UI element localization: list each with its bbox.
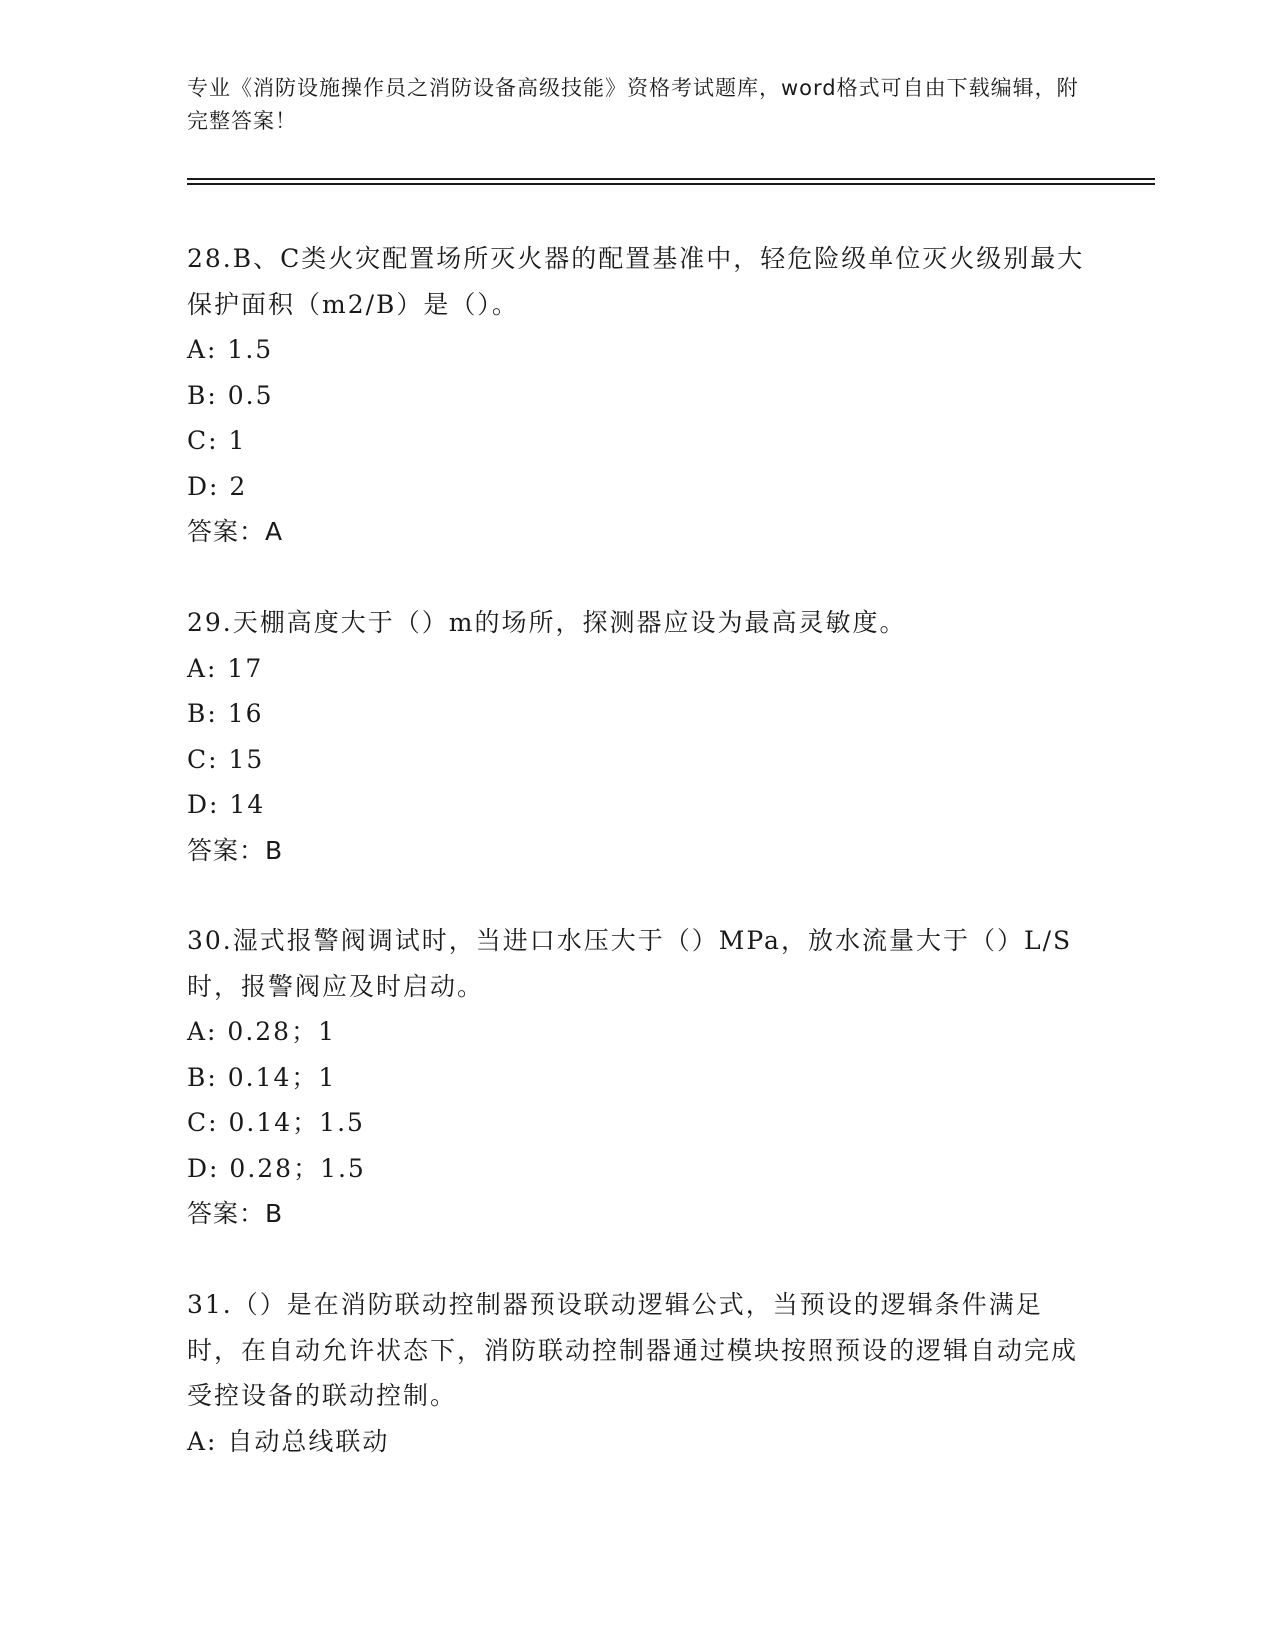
option-a: A: 0.28；1: [187, 1017, 336, 1046]
option-c: C: 1: [187, 426, 247, 455]
answer-label: 答案：B: [187, 1199, 284, 1228]
question-stem: 30.湿式报警阀调试时，当进口水压大于（）MPa，放水流量大于（）L/S时，报警阀应及时启动。: [187, 926, 1073, 1001]
question-stem: 28.B、C类火灾配置场所灭火器的配置基准中，轻危险级单位灭火级别最大保护面积（m2/B）是（）。: [187, 244, 1085, 319]
option-d: D: 14: [187, 790, 266, 819]
answer-label: 答案：B: [187, 835, 284, 865]
option-a: A: 17: [187, 653, 264, 683]
question-29: [187, 600, 1087, 873]
option-b: B: 0.14；1: [187, 1062, 337, 1092]
document-header-text: 专业《消防设施操作员之消防设备高级技能》资格考试题库，word格式可自由下载编辑，附完整答案！: [187, 76, 1079, 133]
header-divider-bottom: [187, 183, 1155, 185]
question-31: [187, 1282, 1087, 1464]
option-c: C: 15: [187, 744, 265, 774]
option-c: C: 0.14；1.5: [187, 1108, 365, 1137]
question-28: [187, 236, 1087, 555]
question-30: [187, 918, 1087, 1237]
option-a: A: 1.5: [187, 335, 274, 364]
option-d: D: 0.28；1.5: [187, 1153, 366, 1183]
header-divider-top: [187, 178, 1155, 180]
option-b: B: 0.5: [187, 380, 274, 410]
option-d: D: 2: [187, 471, 248, 501]
question-stem: 29.天棚高度大于（）m的场所，探测器应设为最高灵敏度。: [187, 608, 907, 637]
question-stem: 31.（）是在消防联动控制器预设联动逻辑公式，当预设的逻辑条件满足时，在自动允许状态下，消防联动控制器通过模块按照预设的逻辑自动完成受控设备的联动控制。: [187, 1290, 1079, 1410]
answer-label: 答案：A: [187, 517, 284, 546]
option-a: A: 自动总线联动: [187, 1426, 390, 1456]
option-b: B: 16: [187, 699, 264, 728]
